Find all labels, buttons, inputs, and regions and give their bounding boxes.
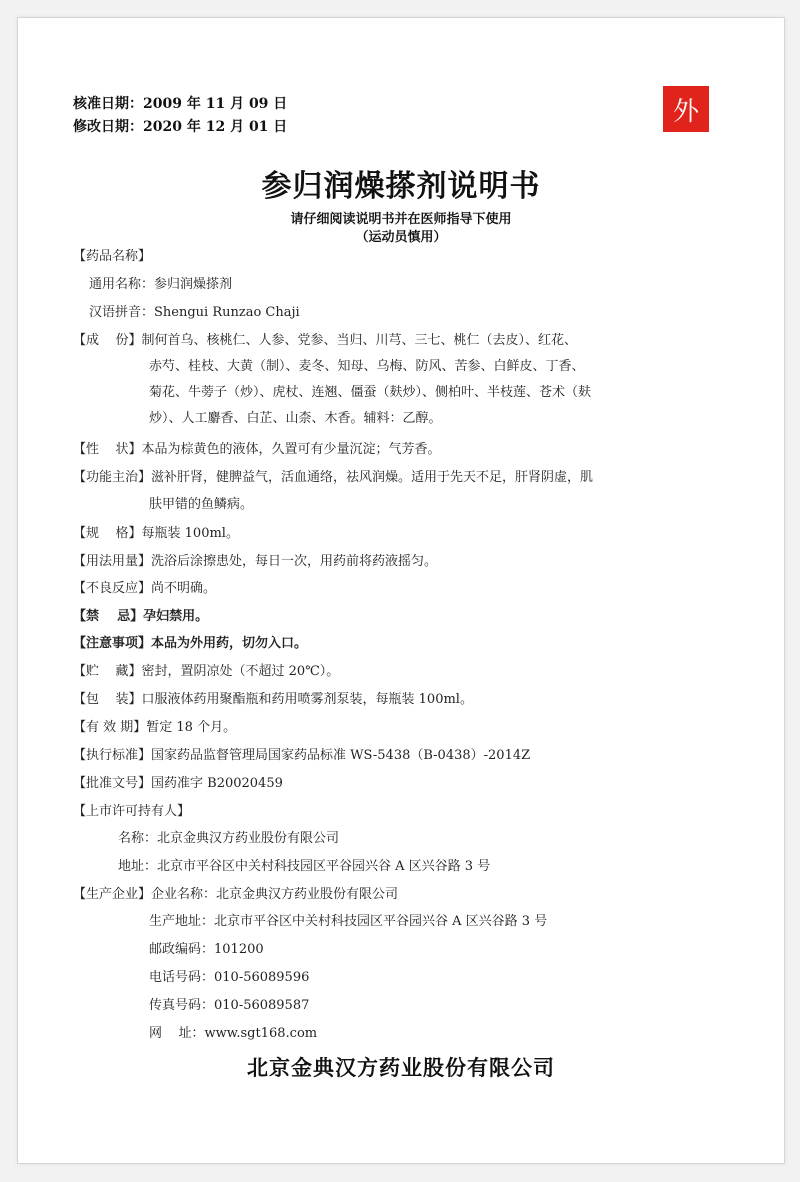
specification-text: 每瓶装 100ml。	[141, 526, 239, 541]
properties-text: 本品为棕黄色的液体，久置可有少量沉淀；气芳香。	[141, 442, 441, 457]
manufacturer-phone: 电话号码：010-56089596	[149, 970, 310, 985]
adverse-reactions-row	[73, 577, 216, 596]
mah-name: 名称：北京金典汉方药业股份有限公司	[118, 831, 340, 846]
leaflet-page	[17, 17, 785, 1164]
usage-text: 洗浴后涂擦患处，每日一次，用药前将药液摇匀。	[151, 554, 438, 569]
document-title: 参归润燥搽剂说明书	[261, 169, 541, 204]
contraindications-text: 孕妇禁用。	[143, 609, 209, 624]
ingredients-line: 菊花、牛蒡子（炒）、虎杖、连翘、僵蚕（麸炒）、侧柏叶、半枝莲、苍术（麸	[149, 385, 592, 400]
manufacturer-postcode: 邮政编码：101200	[149, 942, 264, 957]
indications-label: 【功能主治】	[73, 470, 152, 485]
precautions-text: 本品为外用药，切勿入口。	[151, 636, 308, 651]
athlete-caution-note: （运动员慎用）	[355, 230, 447, 245]
ingredients-row	[73, 329, 577, 348]
approval-number-row	[73, 772, 283, 791]
properties-row	[73, 438, 441, 457]
adverse-reactions-text: 尚不明确。	[151, 581, 217, 596]
storage-text: 密封，置阴凉处（不超过 20℃）。	[141, 664, 340, 679]
contraindications-label: 【禁 忌】	[73, 609, 144, 624]
external-use-badge: 外	[663, 86, 709, 132]
package-text: 口服液体药用聚酯瓶和药用喷雾剂泵装，每瓶装 100ml。	[141, 692, 473, 707]
indications-line: 滋补肝肾，健脾益气，活血通络，祛风润燥。适用于先天不足，肝肾阴虚，肌	[151, 470, 594, 485]
package-row	[73, 688, 473, 707]
ingredients-line: 制何首乌、核桃仁、人参、党参、当归、川芎、三七、桃仁（去皮）、红花、	[141, 333, 578, 348]
package-label: 【包 装】	[73, 692, 142, 707]
mah-address: 地址：北京市平谷区中关村科技园区平谷园兴谷 A 区兴谷路 3 号	[118, 859, 491, 874]
indications-line: 肤甲错的鱼鳞病。	[149, 497, 254, 512]
manufacturer-name: 企业名称：北京金典汉方药业股份有限公司	[151, 887, 399, 902]
common-name: 通用名称：参归润燥搽剂	[89, 277, 233, 292]
storage-row	[73, 660, 339, 679]
manufacturer-fax: 传真号码：010-56089587	[149, 998, 310, 1013]
manufacturer-website[interactable]: 网 址：www.sgt168.com	[149, 1026, 318, 1041]
properties-label: 【性 状】	[73, 442, 142, 457]
contraindications-row	[73, 605, 208, 624]
company-footer: 北京金典汉方药业股份有限公司	[247, 1056, 555, 1080]
ingredients-line: 炒）、人工麝香、白芷、山柰、木香。辅料：乙醇。	[149, 411, 442, 426]
standard-row	[73, 744, 530, 763]
specification-label: 【规 格】	[73, 526, 142, 541]
validity-text: 暂定 18 个月。	[146, 720, 237, 735]
mah-section-label: 【上市许可持有人】	[73, 804, 191, 819]
validity-row	[73, 716, 236, 735]
ingredients-line: 赤芍、桂枝、大黄（制）、麦冬、知母、乌梅、防风、苦参、白鲜皮、丁香、	[149, 359, 585, 374]
approval-number-label: 【批准文号】	[73, 776, 152, 791]
approval-number-text: 国药准字 B20020459	[151, 776, 283, 791]
usage-label: 【用法用量】	[73, 554, 152, 569]
precautions-row	[73, 632, 307, 651]
manufacturer-row	[73, 883, 398, 902]
manufacturer-label: 【生产企业】	[73, 887, 152, 902]
usage-row	[73, 550, 437, 569]
pinyin-name: 汉语拼音：Shengui Runzao Chaji	[89, 305, 300, 320]
standard-text: 国家药品监督管理局国家药品标准 WS-5438（B-0438）-2014Z	[151, 748, 531, 763]
revision-date: 修改日期：2020 年 12 月 01 日	[73, 119, 288, 135]
approval-date: 核准日期：2009 年 11 月 09 日	[73, 96, 288, 112]
ingredients-label: 【成 份】	[73, 333, 142, 348]
validity-label: 【有 效 期】	[73, 720, 147, 735]
specification-row	[73, 522, 239, 541]
usage-instruction-note: 请仔细阅读说明书并在医师指导下使用	[290, 212, 512, 227]
standard-label: 【执行标准】	[73, 748, 152, 763]
indications-row	[73, 466, 593, 485]
adverse-reactions-label: 【不良反应】	[73, 581, 152, 596]
precautions-label: 【注意事项】	[73, 636, 152, 651]
storage-label: 【贮 藏】	[73, 664, 142, 679]
drug-name-section-label: 【药品名称】	[73, 249, 152, 264]
manufacturer-address: 生产地址：北京市平谷区中关村科技园区平谷园兴谷 A 区兴谷路 3 号	[149, 914, 548, 929]
